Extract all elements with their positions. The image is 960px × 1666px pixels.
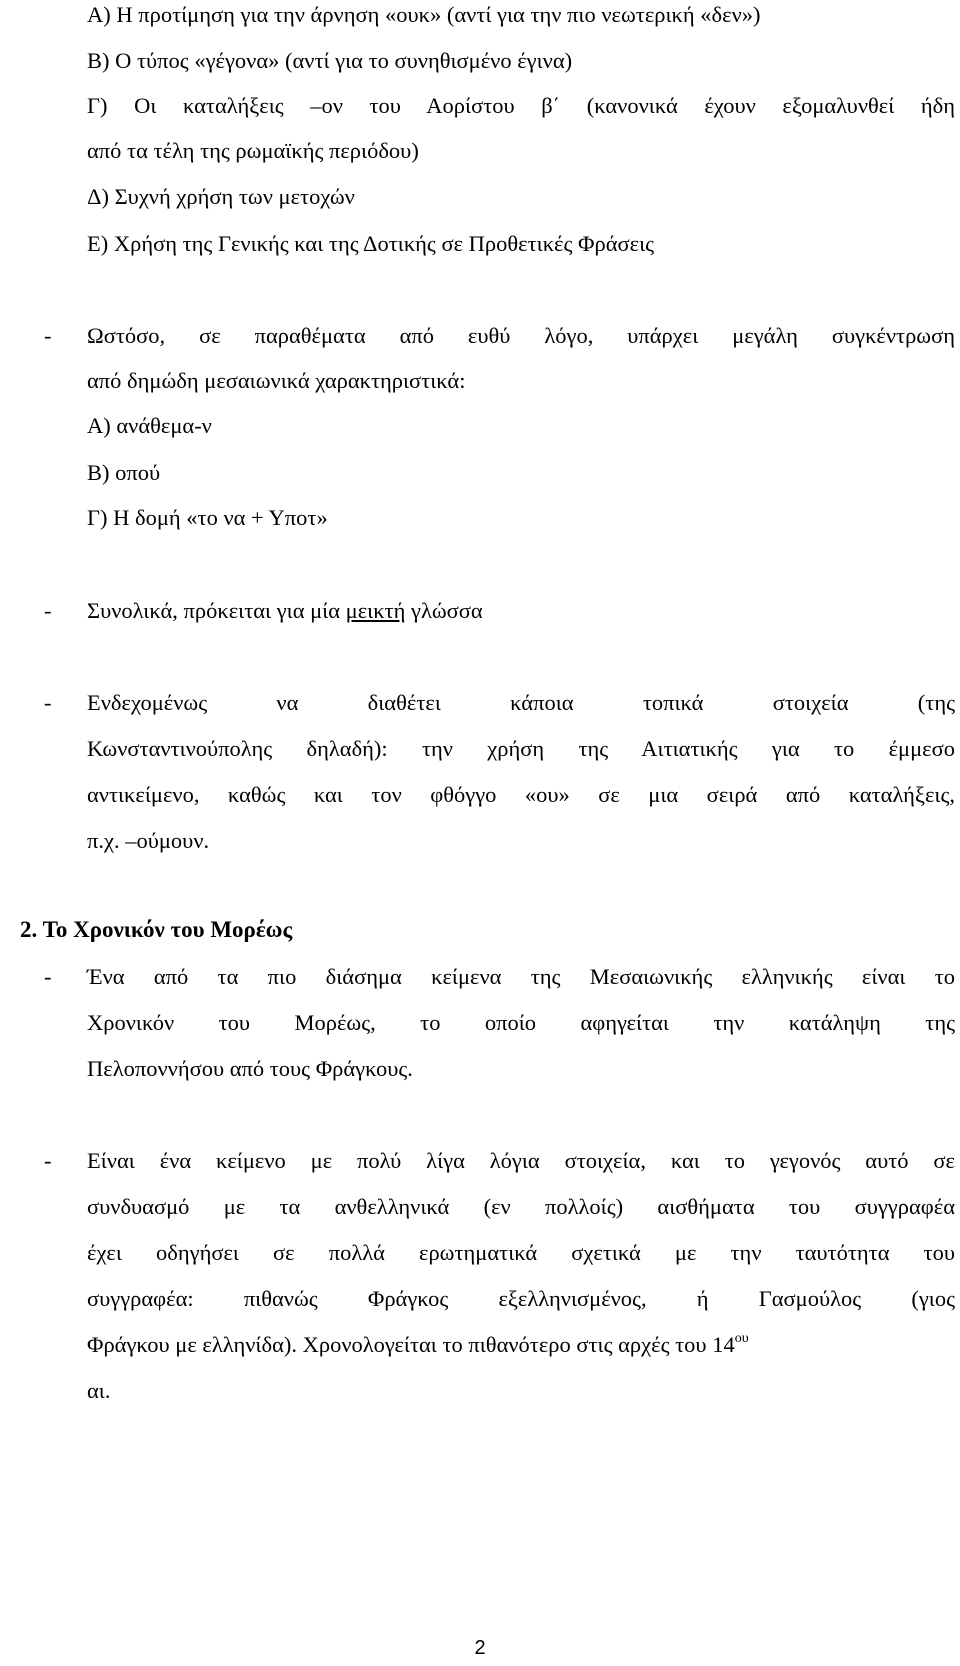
list-item-a: Α) Η προτίμηση για την άρνηση «ουκ» (αντί για την πιο νεωτερική «δεν») bbox=[87, 2, 761, 27]
bullet-3-line-4: π.χ. –ούμουν. bbox=[87, 828, 210, 853]
section-2-bullet-b-line-2: συνδυασμό με τα ανθελληνικά (εν πολλοίς) αισθήματα του συγγραφέα bbox=[87, 1194, 955, 1219]
bullet-1-line-2: από δημώδη μεσαιωνικά χαρακτηριστικά: bbox=[87, 368, 466, 393]
bullet-1-item-a: Α) ανάθεμα-ν bbox=[87, 413, 212, 438]
bullet-3-line-3: αντικείμενο, καθώς και τον φθόγγο «ου» σε μια σειρά από καταλήξεις, bbox=[87, 782, 955, 807]
list-item-b: Β) Ο τύπος «γέγονα» (αντί για το συνηθισμένο έγινα) bbox=[87, 48, 573, 73]
section-2-bullet-a-line-3: Πελοποννήσου από τους Φράγκους. bbox=[87, 1056, 413, 1081]
bullet-3-line-1: Ενδεχομένως να διαθέτει κάποια τοπικά στοιχεία (της bbox=[87, 690, 955, 715]
bullet-1-item-c: Γ) Η δομή «το να + Υποτ» bbox=[87, 505, 328, 530]
underlined-word: μεικτή bbox=[345, 598, 406, 623]
page-number: 2 bbox=[474, 1637, 486, 1659]
bullet-1-line-1: Ωστόσο, σε παραθέματα από ευθύ λόγο, υπάρχει μεγάλη συγκέντρωση bbox=[87, 323, 955, 348]
bullet-dash: - bbox=[44, 598, 52, 623]
list-item-c: Γ) Οι καταλήξεις –ον του Αορίστου β΄ (κανονικά έχουν εξομαλυνθεί ήδη bbox=[87, 93, 955, 118]
bullet-dash: - bbox=[44, 323, 52, 348]
bullet-dash: - bbox=[44, 690, 52, 715]
section-2-bullet-a-line-2: Χρονικόν του Μορέως, το οποίο αφηγείται την κατάληψη της bbox=[87, 1010, 955, 1035]
section-2-bullet-b-line-4: συγγραφέα: πιθανώς Φράγκος εξελληνισμένος, ή Γασμούλος (γιος bbox=[87, 1286, 955, 1311]
section-2-bullet-a-line-1: Ένα από τα πιο διάσημα κείμενα της Μεσαιωνικής ελληνικής είναι το bbox=[87, 964, 955, 989]
list-item-c-continued: από τα τέλη της ρωμαϊκής περιόδου) bbox=[87, 138, 419, 163]
list-item-e: Ε) Χρήση της Γενικής και της Δοτικής σε Προθετικές Φράσεις bbox=[87, 231, 655, 256]
bullet-3-line-2: Κωνσταντινούπολης δηλαδή): την χρήση της Αιτιατικής για το έμμεσο bbox=[87, 736, 955, 761]
superscript: ου bbox=[734, 1331, 749, 1346]
bullet-dash: - bbox=[44, 964, 52, 989]
section-2-bullet-b-line-1: Είναι ένα κείμενο με πολύ λίγα λόγια στοιχεία, και το γεγονός αυτό σε bbox=[87, 1148, 955, 1173]
section-heading: 2. Το Χρονικόν του Μορέως bbox=[20, 917, 293, 942]
section-2-bullet-b-line-5: Φράγκου με ελληνίδα). Χρονολογείται το πιθανότερο στις αρχές του $14^{o\upsilon}$ bbox=[87, 1331, 749, 1357]
section-2-bullet-b-line-3: έχει οδηγήσει σε πολλά ερωτηματικά σχετικά με την ταυτότητα του bbox=[87, 1240, 955, 1265]
bullet-2-text: Συνολικά, πρόκειται για μία μεικτή γλώσσα bbox=[87, 598, 483, 623]
section-2-bullet-b-line-6: αι. bbox=[87, 1378, 111, 1403]
list-item-d: Δ) Συχνή χρήση των μετοχών bbox=[87, 184, 355, 209]
bullet-dash: - bbox=[44, 1148, 52, 1173]
bullet-1-item-b: Β) οπού bbox=[87, 460, 161, 485]
